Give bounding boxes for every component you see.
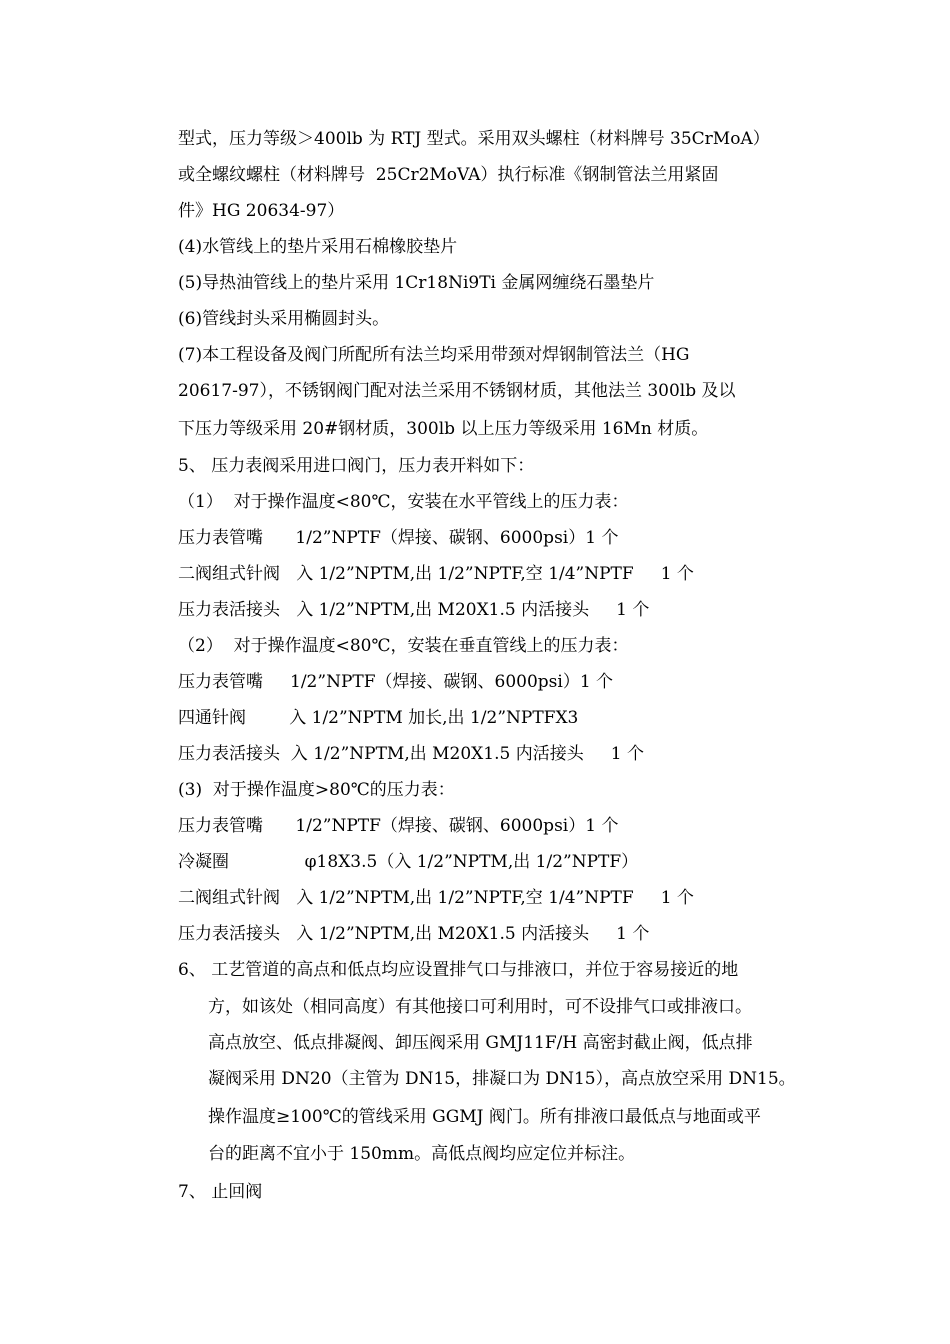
text-line: 二阀组式针阀 入 1/2”NPTM,出 1/2”NPTF,空 1/4”NPTF 1 个 bbox=[178, 564, 694, 584]
text-line: (7)本工程设备及阀门所配所有法兰均采用带颈对焊钢制管法兰（HG bbox=[178, 345, 690, 365]
text-line: (4)水管线上的垫片采用石棉橡胶垫片 bbox=[178, 237, 458, 257]
text-line: 压力表活接头 入 1/2”NPTM,出 M20X1.5 内活接头 1 个 bbox=[178, 924, 650, 944]
text-line: 压力表管嘴 1/2”NPTF（焊接、碳钢、6000psi）1 个 bbox=[178, 816, 619, 836]
text-line: 二阀组式针阀 入 1/2”NPTM,出 1/2”NPTF,空 1/4”NPTF 1 个 bbox=[178, 888, 694, 908]
text-line: 压力表活接头 入 1/2”NPTM,出 M20X1.5 内活接头 1 个 bbox=[178, 744, 644, 764]
text-line: 压力表管嘴 1/2”NPTF（焊接、碳钢、6000psi）1 个 bbox=[178, 672, 614, 692]
subsection-heading: (3) 对于操作温度>80℃的压力表： bbox=[178, 780, 455, 800]
text-line: 高点放空、低点排凝阀、卸压阀采用 GMJ11F/H 高密封截止阀，低点排 bbox=[208, 1033, 753, 1053]
subsection-heading: （2） 对于操作温度<80℃，安装在垂直管线上的压力表： bbox=[178, 636, 629, 656]
text-line: (5)导热油管线上的垫片采用 1Cr18Ni9Ti 金属网缠绕石墨垫片 bbox=[178, 273, 655, 293]
text-line: 冷凝圈 φ18X3.5（入 1/2”NPTM,出 1/2”NPTF） bbox=[178, 852, 639, 872]
text-line: 四通针阀 入 1/2”NPTM 加长,出 1/2”NPTFX3 bbox=[178, 708, 579, 728]
text-line: (6)管线封头采用椭圆封头。 bbox=[178, 309, 390, 329]
text-line: 型式，压力等级＞400lb 为 RTJ 型式。采用双头螺柱（材料牌号 35CrMoA） bbox=[178, 129, 770, 149]
subsection-heading: （1） 对于操作温度<80℃，安装在水平管线上的压力表： bbox=[178, 492, 629, 512]
section-heading: 7、 止回阀 bbox=[178, 1182, 263, 1202]
section-heading: 5、 压力表阀采用进口阀门，压力表开料如下： bbox=[178, 456, 535, 476]
section-heading: 6、 工艺管道的高点和低点均应设置排气口与排液口，并位于容易接近的地 bbox=[178, 960, 739, 980]
text-line: 件》HG 20634-97） bbox=[178, 201, 345, 221]
text-line: 操作温度≥100℃的管线采用 GGMJ 阀门。所有排液口最低点与地面或平 bbox=[208, 1107, 761, 1127]
text-line: 压力表活接头 入 1/2”NPTM,出 M20X1.5 内活接头 1 个 bbox=[178, 600, 650, 620]
text-line: 20617-97），不锈钢阀门配对法兰采用不锈钢材质，其他法兰 300lb 及以 bbox=[178, 381, 736, 401]
text-line: 方，如该处（相同高度）有其他接口可利用时，可不设排气口或排液口。 bbox=[208, 997, 752, 1017]
text-line: 压力表管嘴 1/2”NPTF（焊接、碳钢、6000psi）1 个 bbox=[178, 528, 619, 548]
text-line: 或全螺纹螺柱（材料牌号 25Cr2MoVA）执行标准《钢制管法兰用紧固 bbox=[178, 165, 719, 185]
text-line: 下压力等级采用 20#钢材质，300lb 以上压力等级采用 16Mn 材质。 bbox=[178, 419, 709, 439]
text-line: 凝阀采用 DN20（主管为 DN15，排凝口为 DN15），高点放空采用 DN15。 bbox=[208, 1069, 796, 1089]
text-line: 台的距离不宜小于 150mm。高低点阀均应定位并标注。 bbox=[208, 1144, 636, 1164]
